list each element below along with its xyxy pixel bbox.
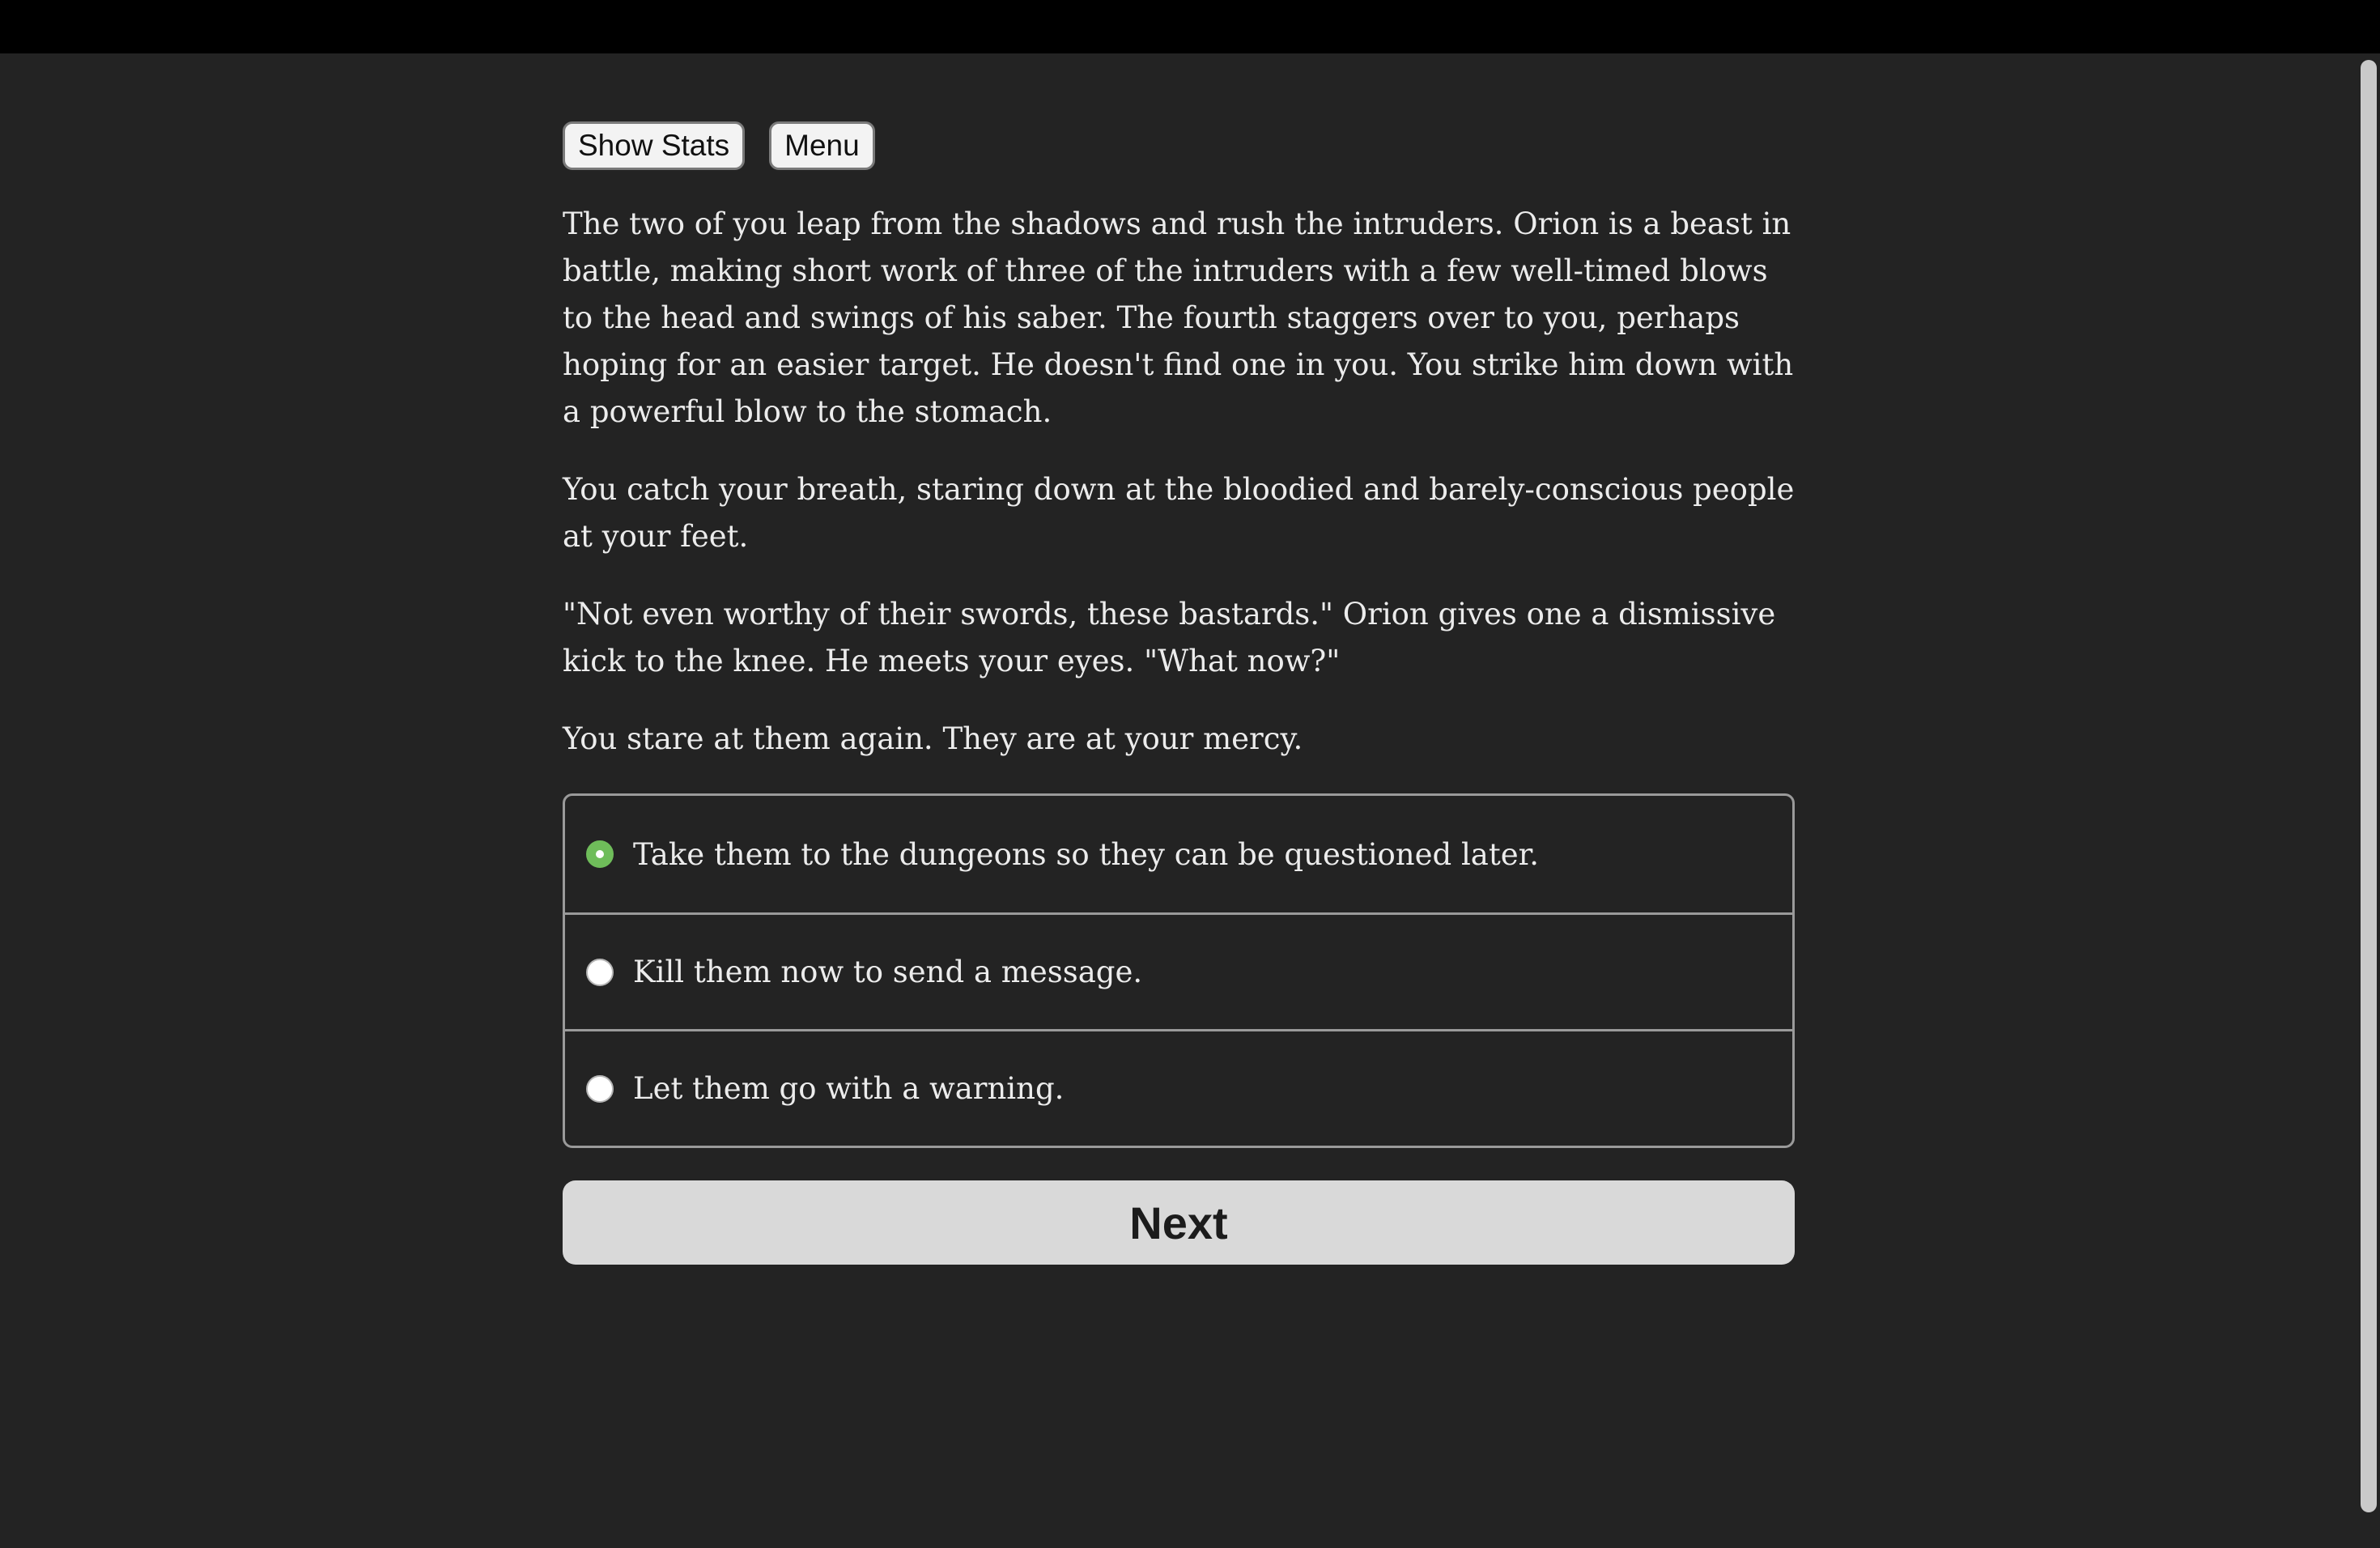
top-bar xyxy=(0,0,2380,53)
choice-option-dungeons[interactable] xyxy=(565,796,1792,912)
show-stats-button[interactable]: Show Stats xyxy=(563,121,745,170)
story-paragraph: You stare at them again. They are at your mercy. xyxy=(563,721,1303,756)
choice-label: Take them to the dungeons so they can be questioned later. xyxy=(633,836,1540,872)
choice-label: Let them go with a warning. xyxy=(633,1071,1065,1106)
radio-button[interactable] xyxy=(586,1075,614,1103)
scrollbar-thumb[interactable] xyxy=(2361,60,2377,1512)
story-text xyxy=(563,201,1795,763)
next-button[interactable]: Next xyxy=(563,1180,1795,1265)
story-paragraph: The two of you leap from the shadows and rush the intruders. Orion is a beast in battle, making short work of three of the intruders with a few well-timed blows to the head and swings of his saber. The fourth staggers over to you, perhaps hoping for an easier target. He doesn't find one in you. You strike him down with a powerful blow to the stomach. xyxy=(563,206,1794,429)
choice-option-let-go[interactable] xyxy=(565,1029,1792,1146)
menu-button[interactable]: Menu xyxy=(769,121,875,170)
radio-button[interactable] xyxy=(586,840,614,868)
choice-label: Kill them now to send a message. xyxy=(633,955,1143,989)
story-paragraph: You catch your breath, staring down at the bloodied and barely-conscious people at your feet. xyxy=(563,472,1795,554)
choice-option-kill[interactable] xyxy=(565,912,1792,1029)
choice-list xyxy=(563,793,1795,1148)
story-paragraph: "Not even worthy of their swords, these bastards." Orion gives one a dismissive kick to the knee. He meets your eyes. "What now?" xyxy=(563,597,1776,678)
game-container xyxy=(563,121,1795,1265)
radio-button[interactable] xyxy=(586,959,614,986)
toolbar xyxy=(563,121,1795,170)
